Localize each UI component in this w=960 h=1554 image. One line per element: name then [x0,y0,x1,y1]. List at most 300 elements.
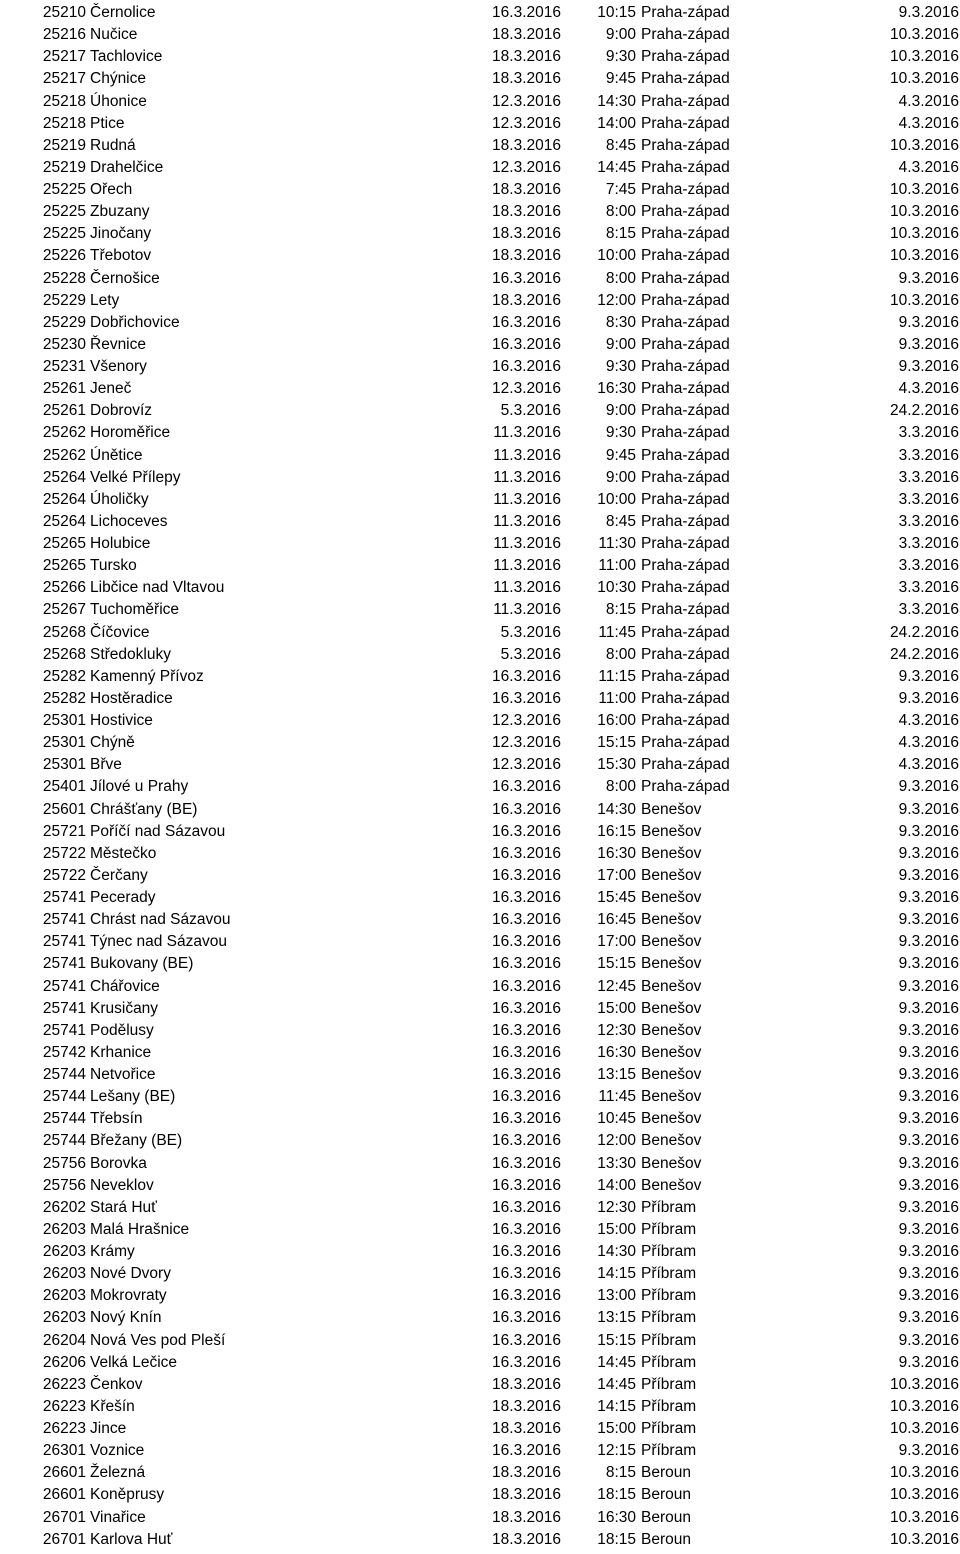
district-cell: Benešov [641,1066,702,1084]
time-cell: 15:15 [597,1331,636,1349]
municipality-cell: Zbuzany [90,203,150,221]
date-cell: 12.3.2016 [492,712,561,730]
time-cell: 8:45 [605,512,636,530]
district-cell: Praha-západ [641,335,730,353]
time-cell: 8:00 [605,645,636,663]
municipality-cell: Třebsín [90,1110,143,1128]
table-row [36,533,959,555]
date-cell: 16.3.2016 [492,1220,561,1238]
postal-code-cell: 26601 [42,1486,86,1504]
time-cell: 10:30 [597,579,636,597]
district-cell: Praha-západ [641,26,730,44]
date-cell: 16.3.2016 [492,933,561,951]
date-cell: 16.3.2016 [492,1287,561,1305]
postal-code-cell: 25264 [42,468,86,486]
date-cell: 5.3.2016 [500,623,561,641]
district-cell: Praha-západ [641,4,730,22]
district-cell: Benešov [641,866,702,884]
postal-code-cell: 25261 [42,380,86,398]
time-cell: 12:15 [597,1442,636,1460]
postal-code-cell: 25401 [42,778,86,796]
date-cell: 12.3.2016 [492,114,561,132]
date-cell: 16.3.2016 [492,955,561,973]
municipality-cell: Koněprusy [90,1486,165,1504]
time-cell: 16:30 [597,1508,636,1526]
table-row [36,334,959,356]
deadline-cell: 24.2.2016 [890,645,959,663]
district-cell: Praha-západ [641,114,730,132]
district-cell: Příbram [641,1220,697,1238]
postal-code-cell: 25225 [42,225,86,243]
deadline-cell: 10.3.2016 [890,26,959,44]
district-cell: Příbram [641,1243,697,1261]
table-row [36,1130,959,1152]
table-row [36,511,959,533]
deadline-cell: 3.3.2016 [898,601,959,619]
table-row [36,1396,959,1418]
deadline-cell: 10.3.2016 [890,203,959,221]
district-cell: Benešov [641,1154,702,1172]
table-row [36,1020,959,1042]
deadline-cell: 9.3.2016 [898,358,959,376]
time-cell: 15:00 [597,999,636,1017]
deadline-cell: 10.3.2016 [890,247,959,265]
date-cell: 18.3.2016 [492,1420,561,1438]
date-cell: 11.3.2016 [493,512,561,530]
postal-code-cell: 25219 [42,136,86,154]
municipality-cell: Ptice [90,114,125,132]
deadline-cell: 9.3.2016 [898,335,959,353]
deadline-cell: 24.2.2016 [890,623,959,641]
time-cell: 9:30 [605,424,636,442]
time-cell: 14:15 [597,1397,636,1415]
municipality-cell: Úhonice [90,92,147,110]
time-cell: 8:15 [605,225,636,243]
table-row [36,622,959,644]
table-row [36,710,959,732]
municipality-cell: Tursko [90,557,137,575]
district-cell: Praha-západ [641,48,730,66]
deadline-cell: 9.3.2016 [898,1353,959,1371]
date-cell: 12.3.2016 [492,380,561,398]
postal-code-cell: 25301 [42,712,86,730]
deadline-cell: 10.3.2016 [890,291,959,309]
deadline-cell: 9.3.2016 [898,1066,959,1084]
time-cell: 12:30 [597,1021,636,1039]
postal-code-cell: 25741 [42,933,86,951]
postal-code-cell: 25225 [42,181,86,199]
deadline-cell: 9.3.2016 [898,1154,959,1172]
district-cell: Příbram [641,1442,697,1460]
municipality-cell: Pecerady [90,889,156,907]
time-cell: 8:00 [605,203,636,221]
postal-code-cell: 26206 [42,1353,86,1371]
postal-code-cell: 25218 [42,92,86,110]
postal-code-cell: 25229 [42,313,86,331]
time-cell: 14:45 [597,1375,636,1393]
date-cell: 16.3.2016 [492,358,561,376]
municipality-cell: Poříčí nad Sázavou [90,822,226,840]
table-row [36,201,959,223]
deadline-cell: 9.3.2016 [898,1132,959,1150]
deadline-cell: 10.3.2016 [890,225,959,243]
municipality-cell: Jílové u Prahy [90,778,189,796]
deadline-cell: 9.3.2016 [898,689,959,707]
date-cell: 18.3.2016 [492,70,561,88]
time-cell: 11:00 [598,557,636,575]
deadline-cell: 3.3.2016 [898,490,959,508]
postal-code-cell: 25301 [42,734,86,752]
time-cell: 12:00 [597,291,636,309]
date-cell: 16.3.2016 [492,1154,561,1172]
district-cell: Benešov [641,889,702,907]
deadline-cell: 3.3.2016 [898,446,959,464]
deadline-cell: 4.3.2016 [898,756,959,774]
table-row [36,799,959,821]
time-cell: 18:15 [597,1530,636,1548]
municipality-cell: Libčice nad Vltavou [90,579,225,597]
table-row [36,776,959,798]
time-cell: 16:30 [597,380,636,398]
postal-code-cell: 25231 [42,358,86,376]
deadline-cell: 9.3.2016 [898,1243,959,1261]
postal-code-cell: 26202 [42,1198,86,1216]
date-cell: 16.3.2016 [492,822,561,840]
time-cell: 14:45 [597,1353,636,1371]
postal-code-cell: 26601 [42,1464,86,1482]
table-row [36,1108,959,1130]
table-row [36,1086,959,1108]
table-row [36,1153,959,1175]
postal-code-cell: 25722 [42,866,86,884]
district-cell: Praha-západ [641,70,730,88]
table-row [36,356,959,378]
date-cell: 16.3.2016 [492,667,561,685]
district-cell: Benešov [641,911,702,929]
time-cell: 16:45 [597,911,636,929]
postal-code-cell: 25744 [42,1132,86,1150]
date-cell: 12.3.2016 [492,158,561,176]
time-cell: 9:00 [605,468,636,486]
table-row [36,223,959,245]
district-cell: Praha-západ [641,136,730,154]
time-cell: 15:15 [597,734,636,752]
date-cell: 16.3.2016 [492,800,561,818]
postal-code-cell: 25265 [42,557,86,575]
date-cell: 18.3.2016 [492,1464,561,1482]
table-row [36,1374,959,1396]
date-cell: 16.3.2016 [492,1043,561,1061]
time-cell: 11:30 [598,535,636,553]
table-row [36,644,959,666]
date-cell: 12.3.2016 [492,756,561,774]
postal-code-cell: 25741 [42,955,86,973]
municipality-cell: Dobřichovice [90,313,180,331]
date-cell: 16.3.2016 [492,689,561,707]
district-cell: Praha-západ [641,358,730,376]
municipality-cell: Drahelčice [90,158,164,176]
date-cell: 16.3.2016 [492,1243,561,1261]
deadline-cell: 10.3.2016 [890,1375,959,1393]
deadline-cell: 9.3.2016 [898,889,959,907]
municipality-cell: Železná [90,1464,146,1482]
date-cell: 16.3.2016 [492,844,561,862]
municipality-cell: Únětice [90,446,143,464]
postal-code-cell: 25219 [42,158,86,176]
date-cell: 18.3.2016 [492,1486,561,1504]
table-row [36,821,959,843]
time-cell: 12:45 [597,977,636,995]
deadline-cell: 9.3.2016 [898,866,959,884]
district-cell: Praha-západ [641,778,730,796]
district-cell: Praha-západ [641,557,730,575]
date-cell: 16.3.2016 [492,1176,561,1194]
deadline-cell: 9.3.2016 [898,1088,959,1106]
date-cell: 16.3.2016 [492,1110,561,1128]
district-cell: Příbram [641,1265,697,1283]
deadline-cell: 4.3.2016 [898,92,959,110]
district-cell: Benešov [641,1132,702,1150]
time-cell: 13:00 [597,1287,636,1305]
time-cell: 9:00 [605,335,636,353]
district-cell: Příbram [641,1309,697,1327]
schedule-table [36,2,959,1551]
deadline-cell: 4.3.2016 [898,114,959,132]
district-cell: Praha-západ [641,468,730,486]
municipality-cell: Rudná [90,136,136,154]
deadline-cell: 9.3.2016 [898,955,959,973]
postal-code-cell: 26223 [42,1397,86,1415]
date-cell: 16.3.2016 [492,1353,561,1371]
date-cell: 16.3.2016 [492,1265,561,1283]
time-cell: 11:45 [598,623,636,641]
district-cell: Beroun [641,1530,691,1548]
table-row [36,489,959,511]
date-cell: 16.3.2016 [492,889,561,907]
time-cell: 14:30 [597,92,636,110]
date-cell: 18.3.2016 [492,203,561,221]
date-cell: 18.3.2016 [492,1397,561,1415]
municipality-cell: Lety [90,291,120,309]
district-cell: Praha-západ [641,756,730,774]
time-cell: 16:30 [597,1043,636,1061]
table-row [36,931,959,953]
municipality-cell: Dobrovíz [90,402,153,420]
municipality-cell: Voznice [90,1442,145,1460]
time-cell: 11:00 [598,689,636,707]
district-cell: Praha-západ [641,424,730,442]
municipality-cell: Chářovice [90,977,160,995]
postal-code-cell: 25217 [42,48,86,66]
municipality-cell: Bukovany (BE) [90,955,194,973]
table-row [36,1529,959,1551]
time-cell: 8:00 [605,778,636,796]
district-cell: Praha-západ [641,535,730,553]
date-cell: 18.3.2016 [492,225,561,243]
date-cell: 16.3.2016 [492,1442,561,1460]
deadline-cell: 9.3.2016 [898,1331,959,1349]
time-cell: 9:00 [605,402,636,420]
postal-code-cell: 26701 [42,1530,86,1548]
deadline-cell: 3.3.2016 [898,557,959,575]
time-cell: 11:45 [598,1088,636,1106]
municipality-cell: Horoměřice [90,424,171,442]
district-cell: Praha-západ [641,203,730,221]
table-row [36,1418,959,1440]
postal-code-cell: 25301 [42,756,86,774]
deadline-cell: 3.3.2016 [898,424,959,442]
municipality-cell: Městečko [90,844,157,862]
district-cell: Praha-západ [641,291,730,309]
schedule-table-body [36,2,959,1551]
deadline-cell: 9.3.2016 [898,1198,959,1216]
deadline-cell: 9.3.2016 [898,999,959,1017]
time-cell: 8:00 [605,269,636,287]
deadline-cell: 4.3.2016 [898,734,959,752]
district-cell: Benešov [641,822,702,840]
postal-code-cell: 25267 [42,601,86,619]
date-cell: 11.3.2016 [493,601,561,619]
date-cell: 11.3.2016 [493,535,561,553]
time-cell: 16:15 [597,822,636,840]
table-row [36,378,959,400]
municipality-cell: Řevnice [90,335,146,353]
municipality-cell: Křešín [90,1397,135,1415]
municipality-cell: Chýně [90,734,135,752]
postal-code-cell: 25756 [42,1154,86,1172]
table-row [36,157,959,179]
date-cell: 16.3.2016 [492,269,561,287]
municipality-cell: Jinočany [90,225,152,243]
postal-code-cell: 25216 [42,26,86,44]
municipality-cell: Třebotov [90,247,152,265]
time-cell: 14:00 [597,1176,636,1194]
postal-code-cell: 26203 [42,1309,86,1327]
table-row [36,467,959,489]
time-cell: 16:30 [597,844,636,862]
municipality-cell: Ořech [90,181,133,199]
postal-code-cell: 26203 [42,1287,86,1305]
municipality-cell: Kamenný Přívoz [90,667,204,685]
municipality-cell: Stará Huť [90,1198,157,1216]
deadline-cell: 9.3.2016 [898,844,959,862]
municipality-cell: Netvořice [90,1066,156,1084]
date-cell: 16.3.2016 [492,313,561,331]
district-cell: Benešov [641,955,702,973]
table-row [36,1197,959,1219]
table-row [36,843,959,865]
postal-code-cell: 25721 [42,822,86,840]
district-cell: Beroun [641,1508,691,1526]
district-cell: Praha-západ [641,490,730,508]
municipality-cell: Hostěradice [90,689,173,707]
table-row [36,1462,959,1484]
date-cell: 11.3.2016 [493,557,561,575]
postal-code-cell: 25744 [42,1110,86,1128]
district-cell: Beroun [641,1486,691,1504]
municipality-cell: Jince [90,1420,127,1438]
postal-code-cell: 25210 [42,4,86,22]
time-cell: 13:15 [597,1309,636,1327]
table-row [36,400,959,422]
table-row [36,976,959,998]
district-cell: Příbram [641,1331,697,1349]
deadline-cell: 9.3.2016 [898,911,959,929]
municipality-cell: Nový Knín [90,1309,162,1327]
deadline-cell: 24.2.2016 [890,402,959,420]
district-cell: Praha-západ [641,512,730,530]
district-cell: Praha-západ [641,92,730,110]
table-row [36,577,959,599]
table-row [36,290,959,312]
postal-code-cell: 25264 [42,512,86,530]
district-cell: Benešov [641,1110,702,1128]
municipality-cell: Tuchoměřice [90,601,180,619]
table-row [36,46,959,68]
postal-code-cell: 26701 [42,1508,86,1526]
time-cell: 10:00 [597,490,636,508]
postal-code-cell: 26203 [42,1265,86,1283]
postal-code-cell: 26203 [42,1243,86,1261]
deadline-cell: 9.3.2016 [898,1043,959,1061]
deadline-cell: 10.3.2016 [890,136,959,154]
deadline-cell: 9.3.2016 [898,977,959,995]
municipality-cell: Lichoceves [90,512,168,530]
municipality-cell: Velká Lečice [90,1353,178,1371]
time-cell: 12:00 [597,1132,636,1150]
postal-code-cell: 25741 [42,911,86,929]
time-cell: 14:15 [597,1265,636,1283]
deadline-cell: 9.3.2016 [898,667,959,685]
postal-code-cell: 25264 [42,490,86,508]
district-cell: Benešov [641,1021,702,1039]
deadline-cell: 9.3.2016 [898,4,959,22]
municipality-cell: Chrást nad Sázavou [90,911,231,929]
municipality-cell: Neveklov [90,1176,154,1194]
time-cell: 14:30 [597,1243,636,1261]
postal-code-cell: 25282 [42,667,86,685]
date-cell: 16.3.2016 [492,1088,561,1106]
municipality-cell: Úholičky [90,490,149,508]
table-row [36,865,959,887]
time-cell: 8:30 [605,313,636,331]
municipality-cell: Holubice [90,535,151,553]
deadline-cell: 9.3.2016 [898,1110,959,1128]
deadline-cell: 9.3.2016 [898,1442,959,1460]
postal-code-cell: 25217 [42,70,86,88]
table-row [36,1064,959,1086]
district-cell: Praha-západ [641,313,730,331]
municipality-cell: Lešany (BE) [90,1088,176,1106]
date-cell: 16.3.2016 [492,866,561,884]
table-row [36,1507,959,1529]
district-cell: Příbram [641,1353,697,1371]
table-row [36,1330,959,1352]
deadline-cell: 10.3.2016 [890,48,959,66]
district-cell: Benešov [641,999,702,1017]
postal-code-cell: 25722 [42,844,86,862]
district-cell: Příbram [641,1198,697,1216]
deadline-cell: 4.3.2016 [898,380,959,398]
deadline-cell: 3.3.2016 [898,468,959,486]
postal-code-cell: 26204 [42,1331,86,1349]
postal-code-cell: 25262 [42,424,86,442]
postal-code-cell: 25744 [42,1088,86,1106]
time-cell: 14:30 [597,800,636,818]
municipality-cell: Malá Hrašnice [90,1220,190,1238]
date-cell: 18.3.2016 [492,1530,561,1548]
municipality-cell: Břežany (BE) [90,1132,183,1150]
